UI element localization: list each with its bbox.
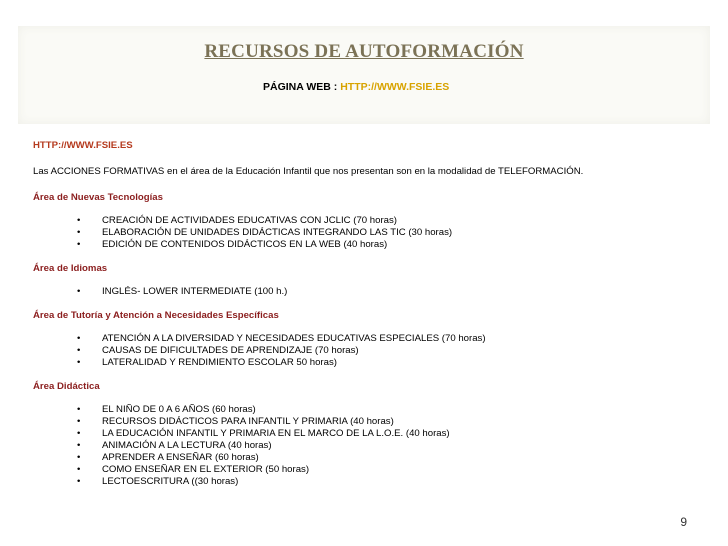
course-title: ATENCIÓN A LA DIVERSIDAD Y NECESIDADES EDUCATIVAS ESPECIALES (70 horas) — [102, 333, 486, 344]
course-title: LATERALIDAD Y RENDIMIENTO ESCOLAR 50 horas) — [102, 357, 337, 368]
page-title: RECURSOS DE AUTOFORMACIÓN — [204, 41, 524, 62]
course-title: ANIMACIÓN A LA LECTURA (40 horas) — [102, 440, 272, 451]
course-item — [33, 215, 713, 227]
course-item — [33, 345, 713, 357]
course-item — [33, 428, 713, 440]
course-item — [33, 227, 713, 239]
course-list — [33, 404, 713, 488]
course-title: LECTOESCRITURA ((30 horas) — [102, 476, 239, 487]
course-title: APRENDER A ENSEÑAR (60 horas) — [102, 452, 259, 463]
course-title: CREACIÓN DE ACTIVIDADES EDUCATIVAS CON JCLIC (70 horas) — [102, 215, 397, 226]
content-body — [33, 140, 713, 500]
intro-text: Las ACCIONES FORMATIVAS en el área de la Educación Infantil que nos presentan son en la modalidad de TELEFORMACIÓN. — [33, 166, 584, 177]
course-item — [33, 333, 713, 345]
areas-list — [33, 192, 713, 488]
course-title: EL NIÑO DE 0 A 6 AÑOS (60 horas) — [102, 404, 256, 415]
bullet-icon: • — [77, 345, 81, 356]
course-list — [33, 333, 713, 369]
bullet-icon: • — [77, 227, 81, 238]
subtitle-url-link[interactable]: HTTP://WWW.FSIE.ES — [340, 81, 450, 93]
area-heading: Área de Tutoría y Atención a Necesidades Específicas — [33, 310, 279, 321]
course-list — [33, 286, 713, 298]
bullet-icon: • — [77, 239, 81, 250]
bullet-icon: • — [77, 476, 81, 487]
course-item — [33, 440, 713, 452]
course-item — [33, 464, 713, 476]
website-link[interactable]: HTTP://WWW.FSIE.ES — [33, 140, 133, 151]
bullet-icon: • — [77, 416, 81, 427]
bullet-icon: • — [77, 428, 81, 439]
area-heading: Área Didáctica — [33, 381, 100, 392]
bullet-icon: • — [77, 286, 81, 297]
course-title: INGLÉS- LOWER INTERMEDIATE (100 h.) — [102, 286, 288, 297]
page-subtitle — [263, 81, 449, 93]
course-title: ELABORACIÓN DE UNIDADES DIDÁCTICAS INTEGRANDO LAS TIC (30 horas) — [102, 227, 453, 238]
bullet-icon: • — [77, 452, 81, 463]
area-heading: Área de Nuevas Tecnologías — [33, 192, 163, 203]
course-item — [33, 404, 713, 416]
course-item — [33, 357, 713, 369]
bullet-icon: • — [77, 357, 81, 368]
course-title: EDICIÓN DE CONTENIDOS DIDÁCTICOS EN LA WEB (40 horas) — [102, 239, 388, 250]
page-number: 9 — [680, 515, 687, 529]
bullet-icon: • — [77, 464, 81, 475]
course-item — [33, 452, 713, 464]
course-item — [33, 239, 713, 251]
subtitle-label: PÁGINA WEB : — [263, 81, 338, 93]
course-list — [33, 215, 713, 251]
course-title: LA EDUCACIÓN INFANTIL Y PRIMARIA EN EL MARCO DE LA L.O.E. (40 horas) — [102, 428, 450, 439]
course-item — [33, 416, 713, 428]
bullet-icon: • — [77, 333, 81, 344]
course-title: RECURSOS DIDÁCTICOS PARA INFANTIL Y PRIMARIA (40 horas) — [102, 416, 394, 427]
course-title: CAUSAS DE DIFICULTADES DE APRENDIZAJE (70 horas) — [102, 345, 359, 356]
course-item — [33, 286, 713, 298]
bullet-icon: • — [77, 404, 81, 415]
course-title: COMO ENSEÑAR EN EL EXTERIOR (50 horas) — [102, 464, 310, 475]
area-heading: Área de Idiomas — [33, 263, 108, 274]
bullet-icon: • — [77, 440, 81, 451]
bullet-icon: • — [77, 215, 81, 226]
course-item — [33, 476, 713, 488]
